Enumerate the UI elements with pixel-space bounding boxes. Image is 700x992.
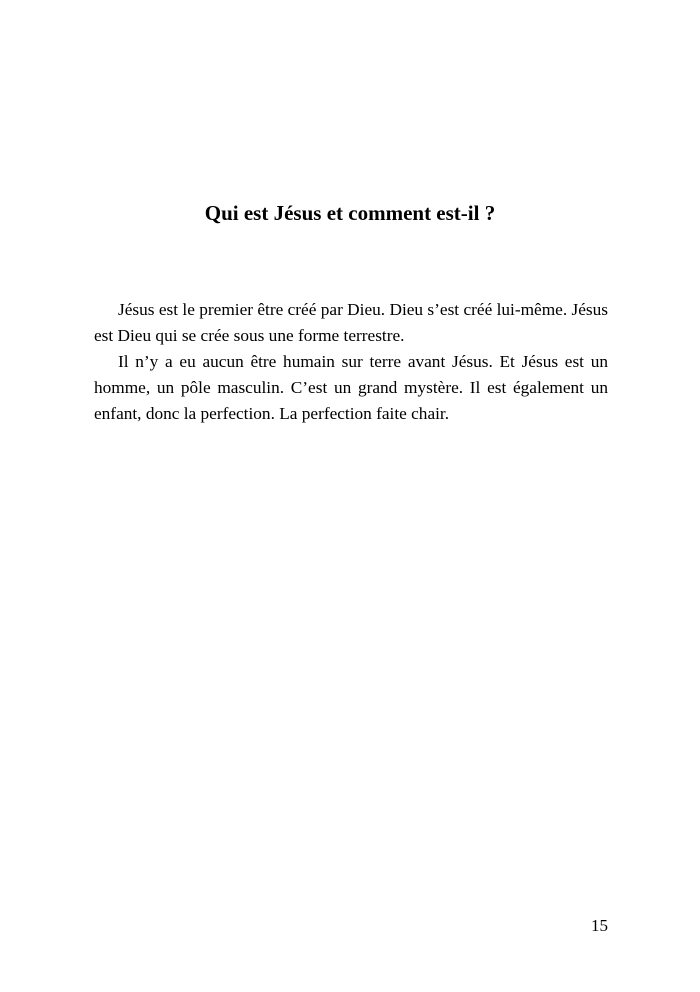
paragraph: Il n’y a eu aucun être humain sur terre avant Jésus. Et Jésus est un homme, un pôle masculin. C’est un grand mystère. Il est également un enfant, donc la perfection. La perfection faite chair.	[94, 352, 608, 423]
paragraph: Jésus est le premier être créé par Dieu. Dieu s’est créé lui-même. Jésus est Dieu qui se crée sous une forme terrestre.	[94, 300, 608, 345]
page-number: 15	[591, 916, 608, 935]
chapter-title: Qui est Jésus et comment est-il ?	[204, 201, 496, 225]
body-text	[94, 297, 608, 427]
